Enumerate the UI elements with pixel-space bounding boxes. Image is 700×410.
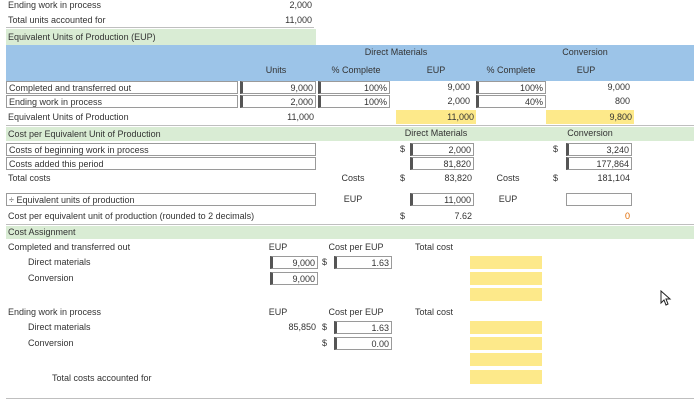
total-costs-label: Total costs [8,173,51,183]
assign-completed-label: Completed and transferred out [8,242,131,252]
dollar-sign: $ [400,145,406,154]
eup-row-completed-dm-eup: 9,000 [447,82,470,92]
eup-row-total-label: Equivalent Units of Production [8,112,129,122]
assign-completed-dm-total [470,256,542,269]
total-units-accounted-value: 11,000 [285,15,312,25]
eup-row-completed-label[interactable]: Completed and transferred out [6,81,238,94]
total-costs-dm: 83,820 [444,173,472,183]
eup-word-dm: EUP [343,194,363,204]
assign-ending-dm-cost[interactable]: 1.63 [334,321,392,334]
header-dm-pct-complete: % Complete [331,66,381,75]
eup-row-completed-conv-pct[interactable]: 100% [476,81,546,94]
assign-ending-dm-total [470,321,542,334]
assign-ending-conv-cost[interactable]: 0.00 [334,337,392,350]
assign-ending-total-cost-header: Total cost [414,307,454,317]
costs-word-dm: Costs [341,173,365,183]
beginning-wip-conv-cost[interactable]: 3,240 [566,143,632,156]
eup-row-total-dm-eup: 11,000 [396,110,476,124]
eup-row-ending-dm-pct[interactable]: 100% [318,95,390,108]
header-direct-materials: Direct Materials [364,48,428,57]
eup-word-conv: EUP [498,194,518,204]
assign-ending-conv-total [470,337,542,350]
cost-per-eup-section-label: Cost per Equivalent Unit of Production [6,127,694,141]
header-dm-eup: EUP [426,66,446,75]
assign-ending-label: Ending work in process [8,307,102,317]
header-conv-pct-complete: % Complete [486,66,536,75]
eup-section-label: Equivalent Units of Production (EUP) [6,29,316,45]
eup-row-ending-dm-eup: 2,000 [447,96,470,106]
total-costs-accounted-value [470,370,542,384]
costs-added-dm[interactable]: 81,820 [410,157,474,170]
assign-ending-eup-header: EUP [268,307,288,317]
assign-ending-dm-eup: 85,850 [288,322,316,332]
mouse-cursor-icon [660,290,674,306]
eup-row-total-units: 11,000 [287,112,314,122]
assign-completed-conv-total [470,272,542,285]
cost-per-eup-conv-header: Conversion [567,129,613,138]
dollar-sign: $ [322,339,328,348]
total-units-accounted-label: Total units accounted for [8,15,106,25]
assign-completed-conv-eup[interactable]: 9,000 [270,272,318,285]
costs-word-conv: Costs [496,173,520,183]
total-costs-accounted-label: Total costs accounted for [52,373,152,383]
eup-row-completed-conv-eup: 9,000 [607,82,630,92]
assign-total-cost-header: Total cost [414,242,454,252]
eup-row-total-conv-eup: 9,800 [546,110,634,124]
ending-wip-units: 2,000 [289,0,312,10]
costs-added-label[interactable]: Costs added this period [6,157,316,170]
dollar-sign: $ [322,323,328,332]
assign-eup-header: EUP [268,242,288,252]
costs-added-conv[interactable]: 177,864 [566,157,632,170]
header-conv-eup: EUP [576,66,596,75]
eup-row-completed-units[interactable]: 9,000 [240,81,316,94]
eup-row-ending-conv-eup: 800 [614,96,630,106]
ending-wip-label: Ending work in process [8,0,102,10]
total-costs-conv: 181,104 [597,173,630,183]
eup-row-ending-units[interactable]: 2,000 [240,95,316,108]
dollar-sign: $ [322,258,328,267]
assign-ending-total [470,353,542,366]
dollar-sign: $ [400,174,406,183]
dollar-sign: $ [400,212,406,221]
header-conversion: Conversion [562,48,608,57]
cost-per-unit-label: Cost per equivalent unit of production (rounded to 2 decimals) [8,211,255,221]
header-units: Units [265,66,287,75]
assign-cost-per-eup-header: Cost per EUP [328,242,384,252]
assign-completed-dm-eup[interactable]: 9,000 [270,256,318,269]
assign-ending-conv-label: Conversion [28,338,74,348]
beginning-wip-cost-label[interactable]: Costs of beginning work in process [6,143,316,156]
divide-eup-dm[interactable]: 11,000 [410,193,474,206]
cost-per-unit-dm: 7.62 [454,211,472,221]
cost-per-eup-dm-header: Direct Materials [404,129,468,138]
dollar-sign: $ [553,145,559,154]
assign-ending-cost-per-eup-header: Cost per EUP [328,307,384,317]
eup-row-ending-conv-pct[interactable]: 40% [476,95,546,108]
eup-row-ending-label[interactable]: Ending work in process [6,95,238,108]
beginning-wip-dm-cost[interactable]: 2,000 [410,143,474,156]
assign-completed-dm-label: Direct materials [28,257,91,267]
divide-eup-label[interactable]: ÷ Equivalent units of production [6,193,316,206]
cost-per-unit-conv: 0 [624,211,630,221]
eup-row-completed-dm-pct[interactable]: 100% [318,81,390,94]
assign-ending-dm-label: Direct materials [28,322,91,332]
divide-eup-conv-input[interactable] [566,193,632,206]
dollar-sign: $ [553,174,559,183]
assign-completed-total [470,288,542,301]
assign-completed-conv-label: Conversion [28,273,74,283]
assign-completed-dm-cost[interactable]: 1.63 [334,256,392,269]
cost-assignment-section-label: Cost Assignment [6,226,694,239]
